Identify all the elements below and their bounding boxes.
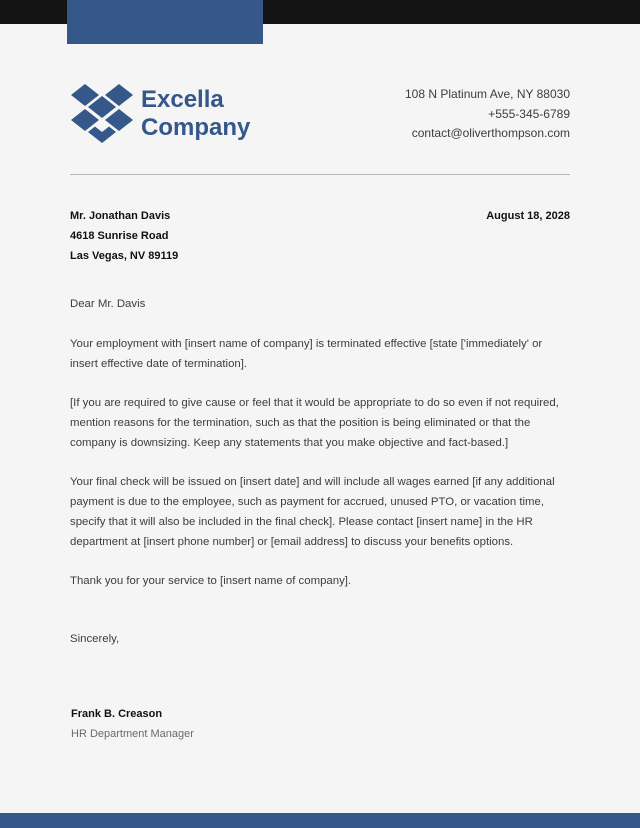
paragraph-termination: Your employment with [insert name of company] is terminated effective [state ['immediately' or insert effective date of termination].	[70, 338, 543, 370]
recipient-name: Mr. Jonathan Davis	[70, 210, 171, 222]
paragraph-cause: [If you are required to give cause or feel that it would be appropriate to do so even if not required, mention reasons for the termination, such as that the position is being eliminated or that the company is downsizing. Keep any statements that you make objective and fact-based.]	[70, 397, 559, 449]
header-divider	[70, 174, 570, 175]
company-phone: +555-345-6789	[488, 106, 570, 121]
paragraph-thanks: Thank you for your service to [insert name of company].	[70, 575, 352, 587]
letter-date: August 18, 2028	[486, 210, 570, 222]
company-email: contact@oliverthompson.com	[411, 126, 570, 140]
signer-name: Frank B. Creason	[71, 708, 163, 720]
company-logo-icon	[70, 83, 134, 145]
contact-block	[405, 85, 570, 144]
recipient-street: 4618 Sunrise Road	[70, 230, 169, 242]
signer-title: HR Department Manager	[71, 728, 194, 740]
company-name-line1: Excella	[141, 86, 224, 113]
signature-block	[71, 704, 194, 744]
bottom-bar	[0, 813, 640, 828]
closing: Sincerely,	[70, 633, 120, 645]
paragraph-final-check: Your final check will be issued on [insert date] and will include all wages earned [if any additional payment is due to the employee, such as payment for accrued, unused PTO, or vacation time, specify that it will also be included in the final check]. Please contact [insert name] in the HR department at [insert phone number] or [email address] to discuss your benefits options.	[70, 476, 555, 548]
recipient-city: Las Vegas, NV 89119	[70, 250, 179, 262]
header-accent-tab	[67, 0, 263, 44]
company-name	[141, 86, 250, 142]
company-address: 108 N Platinum Ave, NY 88030	[405, 87, 570, 101]
recipient-block	[70, 206, 178, 266]
letter-body	[70, 294, 572, 649]
salutation: Dear Mr. Davis	[70, 298, 146, 310]
company-name-line2: Company	[141, 114, 251, 141]
